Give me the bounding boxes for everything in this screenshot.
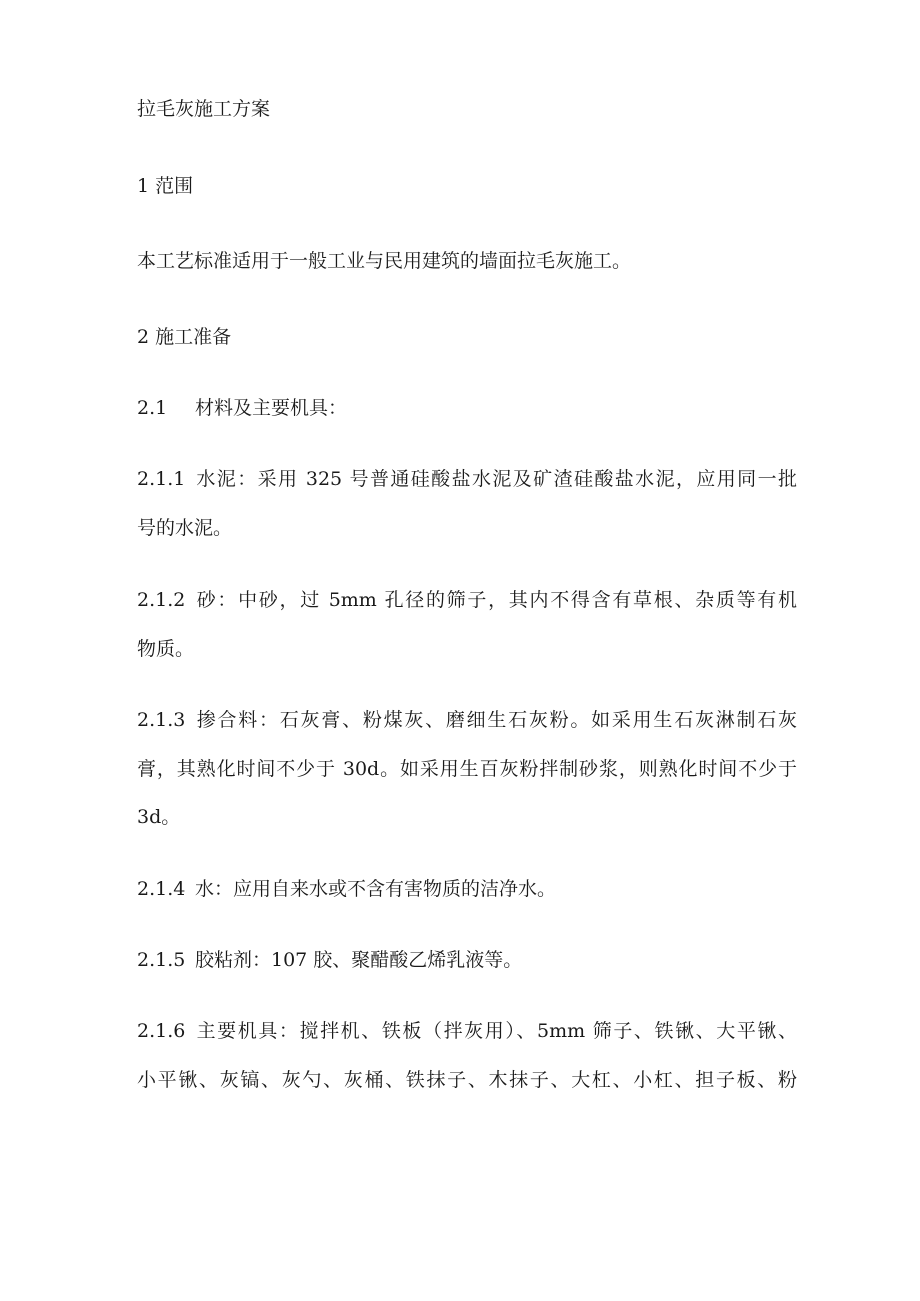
section-number: 2.1.5 <box>137 949 186 971</box>
section-number: 2.1.2 <box>137 589 186 611</box>
section-2-1-3-line-1 <box>137 711 797 730</box>
document-title: 拉毛灰施工方案 <box>137 98 271 120</box>
section-number: 2.1 <box>137 397 168 419</box>
section-1-body: 本工艺标准适用于一般工业与民用建筑的墙面拉毛灰施工。 <box>137 250 632 272</box>
section-text: 砂：中砂，过 5mm 孔径的筛子，其内不得含有草根、杂质等有机 <box>195 589 797 611</box>
section-2-1-1-line-1 <box>137 470 797 489</box>
section-2-heading: 2 施工准备 <box>137 326 232 348</box>
section-2-1-heading <box>137 399 797 418</box>
section-2-1-4-line-1 <box>137 880 797 899</box>
section-2-1-3-line-3: 3d。 <box>137 806 181 828</box>
section-2-1-6-line-2: 小平锹、灰镐、灰勺、灰桶、铁抹子、木抹子、大杠、小杠、担子板、粉 <box>137 1069 797 1091</box>
section-2-1-6-line-1 <box>137 1022 797 1041</box>
section-number: 2.1.4 <box>137 878 186 900</box>
section-number: 2.1.3 <box>137 709 186 731</box>
section-2-1-2-line-2: 物质。 <box>137 638 195 660</box>
section-text: 主要机具：搅拌机、铁板（拌灰用）、5mm 筛子、铁锹、大平锹、 <box>195 1020 797 1042</box>
section-2-1-3-line-2: 膏，其熟化时间不少于 30d。如采用生百灰粉拌制砂浆，则熟化时间不少于 <box>137 758 797 780</box>
section-text: 水泥：采用 325 号普通硅酸盐水泥及矿渣硅酸盐水泥，应用同一批 <box>195 468 797 490</box>
section-number: 2.1.6 <box>137 1020 186 1042</box>
section-1-heading: 1 范围 <box>137 175 194 197</box>
section-text: 掺合料：石灰膏、粉煤灰、磨细生石灰粉。如采用生石灰淋制石灰 <box>195 709 797 731</box>
section-2-1-2-line-1 <box>137 591 797 610</box>
section-number: 2.1.1 <box>137 468 186 490</box>
section-text: 胶粘剂：107 胶、聚醋酸乙烯乳液等。 <box>195 949 523 971</box>
section-2-1-1-line-2: 号的水泥。 <box>137 517 233 539</box>
section-text: 水：应用自来水或不含有害物质的洁净水。 <box>195 878 557 900</box>
section-text: 材料及主要机具： <box>195 397 348 419</box>
section-2-1-5-line-1 <box>137 951 797 970</box>
